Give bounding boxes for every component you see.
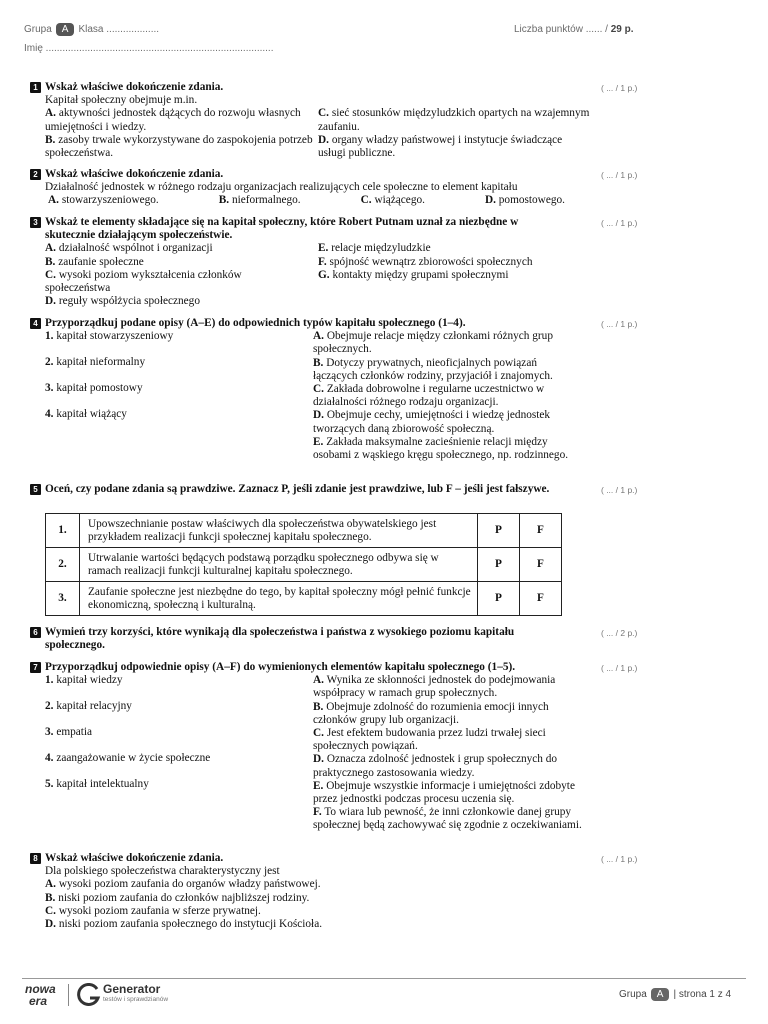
question-stem: Dla polskiego społeczeństwa charakterystyczny jest [45,865,280,878]
match-item: 5. kapitał intelektualny [45,778,149,791]
generator-logo-icon [77,983,101,1007]
answer-option-e[interactable]: E. relacje międzyludzkie [318,242,431,255]
question-points: ( ... / 1 p.) [601,663,638,673]
match-item: 4. zaangażowanie w życie społeczne [45,752,211,765]
table-row: 1. Upowszechnianie postaw właściwych dla społeczeństwa obywatelskiego jest przykładem realizacji funkcji społecznej kapitału społecznego. P F [46,514,562,548]
true-option[interactable]: P [478,514,520,548]
question-points: ( ... / 1 p.) [601,319,638,329]
false-option[interactable]: F [520,548,562,582]
answer-option-a[interactable]: A. działalność wspólnot i organizacji [45,242,213,255]
question-title: Wskaż właściwe dokończenie zdania. [45,168,224,180]
answer-option-a[interactable]: A. aktywności jednostek dążących do rozwoju własnych umiejętności i wiedzy. [45,107,301,133]
false-option[interactable]: F [520,582,562,616]
match-item: 1. kapitał stowarzyszeniowy [45,330,174,343]
question-title: Przyporządkuj odpowiednie opisy (A–F) do wymienionych elementów kapitału społecznego (1–5). [45,661,516,673]
answer-option-b[interactable]: B. niski poziom zaufania do członków najbliższej rodziny. [45,891,310,904]
match-description: A. Obejmuje relacje między członkami różnych grup społecznych. [313,330,553,356]
match-item: 3. empatia [45,726,93,739]
match-item: 2. kapitał nieformalny [45,356,146,369]
question-stem: Kapitał społeczny obejmuje m.in. [45,94,198,107]
generator-brand: Generator testów i sprawdzianów [103,982,169,1003]
group-badge: A [56,23,75,36]
answer-option-b[interactable]: B. nieformalnego. [218,194,301,207]
match-description: F. To wiara lub pewność, że inni członkowie danej grupy społecznej będą zachowywać się zgodnie z oczekiwaniami. [313,806,582,832]
match-item: 3. kapitał pomostowy [45,382,143,395]
points-summary: Liczba punktów ...... / 29 p. [514,24,634,35]
question-number: 4 [30,318,41,329]
question-title: Wskaż właściwe dokończenie zdania. [45,852,224,864]
answer-option-b[interactable]: B. zasoby trwale wykorzystywane do zaspokojenia potrzeb społeczeństwa. [45,133,313,160]
group-badge: A [651,988,670,1001]
question-points: ( ... / 1 p.) [601,170,638,180]
match-item: 1. kapitał wiedzy [45,674,123,687]
question-points: ( ... / 2 p.) [601,628,638,638]
question-1 [45,81,590,160]
match-item: 2. kapitał relacyjny [45,700,132,713]
name-field[interactable]: Imię .................................................................................. [24,43,274,54]
question-title: Przyporządkuj podane opisy (A–E) do odpowiednich typów kapitału społecznego (1–4). [45,317,466,329]
match-description: A. Wynika ze skłonności jednostek do podejmowania współpracy w ramach grup społecznych. [313,674,556,700]
match-description: B. Dotyczy prywatnych, nieoficjalnych powiązań łączących członków rodziny, przyjaciół i znajomych. [313,356,553,382]
match-description: C. Zakłada dobrowolne i regularne uczestnictwo w działalności różnego rodzaju organizacji. [313,383,545,409]
match-description: D. Obejmuje cechy, umiejętności i wiedzę jednostek tworzących daną zbiorowość społeczną. [313,409,551,435]
question-title: Wskaż właściwe dokończenie zdania. [45,81,224,93]
question-points: ( ... / 1 p.) [601,83,638,93]
question-number: 1 [30,82,41,93]
match-item: 4. kapitał wiążący [45,408,127,421]
group-field: Grupa A Klasa ................... [24,24,160,35]
nowa-era-logo: nowa era [25,982,56,1008]
question-points: ( ... / 1 p.) [601,485,638,495]
question-number: 2 [30,169,41,180]
true-option[interactable]: P [478,582,520,616]
question-number: 8 [30,853,41,864]
question-number: 3 [30,217,41,228]
table-row: 2. Utrwalanie wartości będących podstawą porządku społecznego odbywa się w ramach realizacji funkcji kulturalnej kapitału społecznego. P F [46,548,562,582]
question-2 [45,168,590,208]
answer-option-d[interactable]: D. pomostowego. [484,194,565,207]
match-description: B. Obejmuje zdolność do rozumienia emocji innych członków grupy lub organizacji. [313,700,549,726]
table-row: 3. Zaufanie społeczne jest niezbędne do tego, by kapitał społeczny mógł pełnić funkcje ekonomiczną, społeczną i kulturalną. P F [46,582,562,616]
match-description: E. Obejmuje wszystkie informacje i umiejętności zdobyte przez jednostki podczas procesu uczenia się. [313,779,575,806]
logo-divider [68,984,69,1006]
true-option[interactable]: P [478,548,520,582]
footer-divider [22,978,746,979]
answer-option-g[interactable]: G. kontakty między grupami społecznymi [318,268,509,281]
question-title: Wymień trzy korzyści, które wynikają dla społeczeństwa i państwa z wysokiego poziomu kapitału społecznego. [45,626,515,652]
question-number: 7 [30,662,41,673]
question-7 [45,661,590,844]
match-description: D. Oznacza zdolność jednostek i grup społecznych do praktycznego zastosowania wiedzy. [313,753,558,779]
answer-option-c[interactable]: C. wysoki poziom wykształcenia członków społeczeństwa [45,268,242,295]
answer-option-a[interactable]: A. wysoki poziom zaufania do organów władzy państwowej. [45,878,321,891]
question-4 [45,317,590,475]
question-stem: Działalność jednostek w różnego rodzaju organizacjach realizujących cele społeczne to element kapitału [45,181,518,194]
page-indicator: Grupa A | strona 1 z 4 [619,989,732,1000]
question-6 [45,626,570,652]
question-title: Oceń, czy podane zdania są prawdziwe. Zaznacz P, jeśli zdanie jest prawdziwe, lub F – jeśli jest fałszywe. [45,483,550,495]
answer-option-d[interactable]: D. reguły współżycia społecznego [45,295,200,308]
class-field: Klasa ................... [78,24,160,35]
answer-option-c[interactable]: C. wiążącego. [360,194,425,207]
question-points: ( ... / 1 p.) [601,218,638,228]
question-number: 5 [30,484,41,495]
answer-option-d[interactable]: D. niski poziom zaufania społecznego do instytucji Kościoła. [45,918,323,931]
answer-option-b[interactable]: B. zaufanie społeczne [45,255,144,268]
true-false-table [45,513,562,616]
match-description: C. Jest efektem budowania przez ludzi trwałej sieci społecznych powiązań. [313,727,546,753]
question-title: Wskaż te elementy składające się na kapitał społeczny, które Robert Putnam uznał za niezbędne w skutecznie działającym społeczeństwie. [45,216,519,242]
answer-option-f[interactable]: F. spójność wewnątrz zbiorowości społecznych [318,255,533,268]
answer-option-c[interactable]: C. sieć stosunków międzyludzkich opartych na wzajemnym zaufaniu. [318,107,590,133]
question-points: ( ... / 1 p.) [601,854,638,864]
question-5 [45,483,555,496]
answer-option-c[interactable]: C. wysoki poziom zaufania w sferze prywatnej. [45,904,261,917]
answer-option-d[interactable]: D. organy władzy państwowej i instytucje świadczące usługi publiczne. [318,133,563,160]
question-number: 6 [30,627,41,638]
answer-option-a[interactable]: A. stowarzyszeniowego. [48,194,159,207]
false-option[interactable]: F [520,514,562,548]
question-3 [45,216,590,308]
match-description: E. Zakłada maksymalne zacieśnienie relacji między osobami z wąskiego kręgu społecznego, np. rodzinnego. [313,435,569,462]
question-8 [45,852,590,931]
